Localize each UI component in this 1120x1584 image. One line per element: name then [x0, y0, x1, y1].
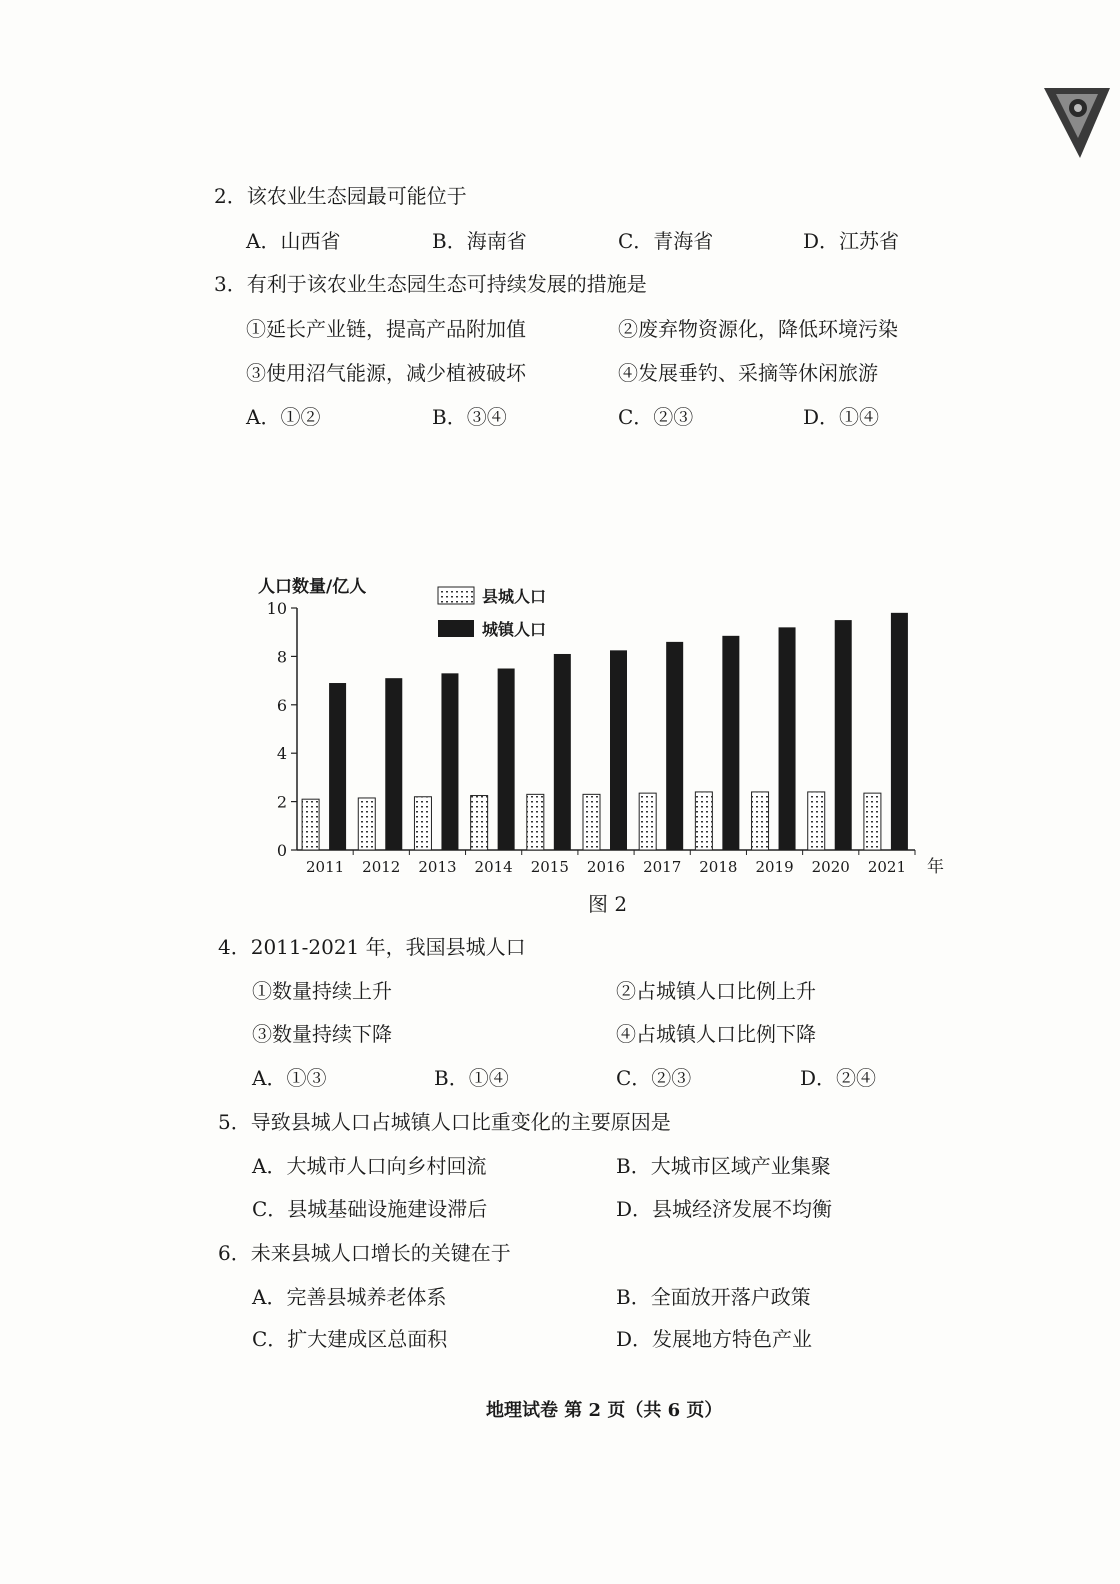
q4-statement-1: ①数量持续上升 — [252, 979, 392, 1003]
question-3-stem: 3．有利于该农业生态园生态可持续发展的措施是 — [214, 272, 647, 296]
y-axis-label: 人口数量/亿人 — [258, 577, 367, 597]
county-population-bar — [695, 792, 712, 850]
question-4-stem: 4．2011-2021 年，我国县城人口 — [218, 935, 526, 959]
x-axis-label: 年 — [927, 857, 944, 877]
x-tick-label: 2017 — [643, 858, 682, 876]
q4-statement-2: ②占城镇人口比例上升 — [616, 979, 816, 1003]
q2-option-b[interactable]: B．海南省 — [432, 229, 527, 253]
urban-population-bar — [610, 650, 627, 850]
q2-option-a[interactable]: A．山西省 — [246, 229, 341, 253]
y-tick-label: 0 — [276, 841, 287, 860]
legend-urban-label: 城镇人口 — [482, 620, 547, 639]
legend-county-swatch — [438, 587, 474, 604]
y-tick-label: 4 — [276, 744, 287, 764]
county-population-bar — [639, 793, 656, 850]
x-tick-label: 2011 — [305, 858, 345, 876]
population-bar-chart — [250, 570, 970, 890]
q6-option-d[interactable]: D．发展地方特色产业 — [616, 1327, 813, 1351]
question-2-stem: 2．该农业生态园最可能位于 — [214, 184, 467, 208]
q3-statement-4: ④发展垂钓、采摘等休闲旅游 — [618, 361, 878, 385]
q6-option-c[interactable]: C．扩大建成区总面积 — [252, 1327, 448, 1351]
county-population-bar — [808, 792, 825, 850]
question-5-stem: 5．导致县城人口占城镇人口比重变化的主要原因是 — [218, 1110, 671, 1134]
county-population-bar — [864, 793, 881, 850]
y-tick-label: 6 — [276, 695, 287, 715]
x-tick-label: 2020 — [811, 858, 850, 876]
corner-stamp-icon — [1042, 84, 1112, 160]
q3-option-b[interactable]: B．③④ — [432, 405, 507, 429]
urban-population-bar — [441, 673, 458, 850]
q4-option-c[interactable]: C．②③ — [616, 1066, 692, 1090]
q2-option-c[interactable]: C．青海省 — [618, 229, 714, 253]
x-tick-label: 2018 — [699, 858, 738, 876]
county-population-bar — [527, 794, 544, 850]
q4-statement-4: ④占城镇人口比例下降 — [616, 1022, 816, 1046]
county-population-bar — [583, 794, 600, 850]
legend-urban-swatch — [438, 620, 474, 637]
urban-population-bar — [329, 683, 346, 850]
question-6-stem: 6．未来县城人口增长的关键在于 — [218, 1241, 511, 1265]
page-footer: 地理试卷 第 2 页（共 6 页） — [486, 1400, 723, 1421]
county-population-bar — [414, 797, 431, 850]
county-population-bar — [471, 796, 488, 850]
q4-option-a[interactable]: A．①③ — [252, 1066, 327, 1090]
legend-county-label: 县城人口 — [482, 587, 547, 606]
q5-option-b[interactable]: B．大城市区域产业集聚 — [616, 1154, 831, 1178]
q6-option-b[interactable]: B．全面放开落户政策 — [616, 1285, 811, 1309]
county-population-bar — [752, 792, 769, 850]
x-tick-label: 2016 — [586, 858, 626, 876]
urban-population-bar — [722, 636, 739, 850]
urban-population-bar — [891, 613, 908, 850]
y-tick-label: 10 — [266, 599, 287, 618]
x-tick-label: 2014 — [474, 858, 513, 876]
q3-option-a[interactable]: A．①② — [246, 405, 321, 429]
urban-population-bar — [385, 678, 402, 850]
q3-statement-3: ③使用沼气能源，减少植被破坏 — [246, 361, 526, 385]
q3-option-d[interactable]: D．①④ — [803, 405, 880, 429]
q5-option-d[interactable]: D．县城经济发展不均衡 — [616, 1197, 833, 1221]
q5-option-a[interactable]: A．大城市人口向乡村回流 — [252, 1154, 487, 1178]
q4-statement-3: ③数量持续下降 — [252, 1022, 392, 1046]
county-population-bar — [358, 798, 375, 850]
urban-population-bar — [554, 654, 571, 850]
x-tick-label: 2012 — [362, 858, 401, 876]
x-tick-label: 2019 — [755, 858, 794, 876]
urban-population-bar — [835, 620, 852, 850]
q4-option-b[interactable]: B．①④ — [434, 1066, 509, 1090]
y-tick-label: 2 — [276, 792, 287, 812]
urban-population-bar — [779, 627, 796, 850]
q3-statement-1: ①延长产业链，提高产品附加值 — [246, 317, 526, 341]
urban-population-bar — [498, 669, 515, 851]
q3-statement-2: ②废弃物资源化，降低环境污染 — [618, 317, 898, 341]
x-tick-label: 2013 — [418, 858, 457, 876]
q6-option-a[interactable]: A．完善县城养老体系 — [252, 1285, 447, 1309]
county-population-bar — [302, 799, 319, 850]
x-tick-label: 2015 — [530, 858, 569, 876]
q2-option-d[interactable]: D．江苏省 — [803, 229, 900, 253]
q3-option-c[interactable]: C．②③ — [618, 405, 694, 429]
urban-population-bar — [666, 642, 683, 850]
figure-caption: 图 2 — [588, 892, 628, 916]
y-tick-label: 8 — [276, 647, 287, 667]
q4-option-d[interactable]: D．②④ — [800, 1066, 877, 1090]
x-tick-label: 2021 — [867, 858, 907, 876]
q5-option-c[interactable]: C．县城基础设施建设滞后 — [252, 1197, 488, 1221]
